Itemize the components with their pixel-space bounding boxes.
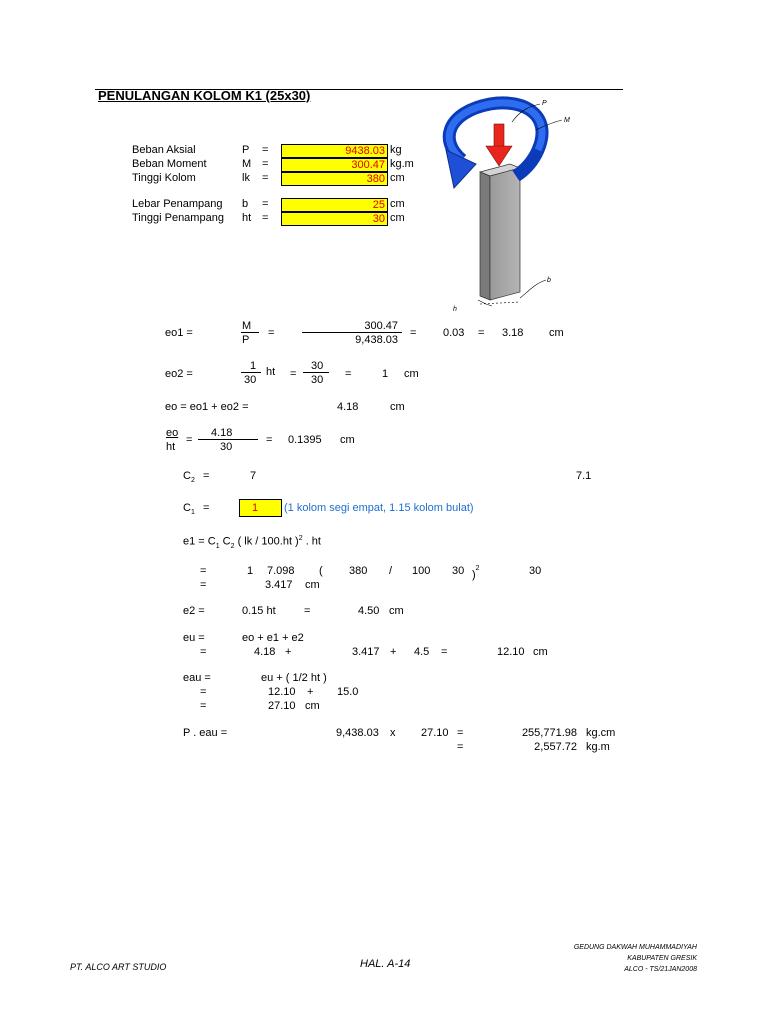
e1-hundred: 100 xyxy=(412,565,431,577)
eau-expr: eu + ( 1/2 ht ) xyxy=(261,672,327,684)
unit-ht: cm xyxy=(390,212,405,224)
page-title: PENULANGAN KOLOM K1 (25x30) xyxy=(98,88,311,103)
peau-lhs: P . eau = xyxy=(183,727,228,739)
eq-lk: = xyxy=(262,172,269,184)
sym-ht: ht xyxy=(242,212,252,224)
eau-v1: 12.10 xyxy=(268,686,296,698)
diagram-label-p: P xyxy=(542,100,547,107)
diagram-label-b: b xyxy=(547,277,551,284)
footer-project-1: GEDUNG DAKWAH MUHAMMADIYAH xyxy=(573,944,697,951)
c2-lhs: $C_2$ xyxy=(183,470,195,485)
eo-unit: cm xyxy=(390,401,405,413)
eo1-eq3: = xyxy=(478,327,485,339)
moment-arrow-icon xyxy=(446,103,542,188)
eau-plus: + xyxy=(307,686,314,698)
e1-ht: 30 xyxy=(452,565,465,577)
eau-eq2: = xyxy=(200,700,207,712)
peau-result-2: 2,557.72 xyxy=(534,741,577,753)
eu-v1: 4.18 xyxy=(254,646,276,658)
eu-eq2: = xyxy=(441,646,448,658)
c2-right: 7.1 xyxy=(576,470,592,482)
eo1-unit: cm xyxy=(549,327,564,339)
c1-eq: = xyxy=(203,502,210,514)
e1-paren-close: )$^2$ xyxy=(472,565,480,581)
e1-ht2: 30 xyxy=(529,565,542,577)
eo1-eq1: = xyxy=(268,327,275,339)
footer-project-2: KABUPATEN GRESIK xyxy=(627,955,697,962)
e1-eq1: = xyxy=(200,565,207,577)
footer-project-3: ALCO - TS/21JAN2008 xyxy=(624,966,697,973)
sym-m: M xyxy=(242,158,252,170)
eo1-num: M xyxy=(242,320,252,332)
eq-m: = xyxy=(262,158,269,170)
eoht-den: ht xyxy=(166,441,176,453)
e2-expr: 0.15 ht xyxy=(242,605,276,617)
column-shape xyxy=(480,164,520,300)
c2-value: 7 xyxy=(250,470,257,482)
e1-unit: cm xyxy=(305,579,320,591)
sym-lk: lk xyxy=(242,172,250,184)
input-tinggi-penampang[interactable]: 30 xyxy=(281,212,388,226)
eoht-eq1: = xyxy=(186,434,193,446)
eo1-fraction-line-2 xyxy=(302,332,402,333)
label-beban-moment: Beban Moment xyxy=(132,158,207,170)
eau-v2: 15.0 xyxy=(337,686,359,698)
axial-load-arrow-icon xyxy=(486,124,512,166)
eo1-num-val: 300.47 xyxy=(364,320,398,332)
eu-expr: eo + e1 + e2 xyxy=(242,632,304,644)
eo2-fraction-line-2 xyxy=(303,372,329,373)
input-beban-aksial[interactable]: 9438.03 xyxy=(281,144,388,158)
eo2-eq1: = xyxy=(290,368,297,380)
input-c1[interactable]: 1 xyxy=(239,499,282,517)
e1-formula: $e1 = C_1$ $C_2$ ( lk / 100.ht )$^2$ . ht xyxy=(183,535,321,550)
eoht-unit: cm xyxy=(340,434,355,446)
e1-eq2: = xyxy=(200,579,207,591)
eo1-den: P xyxy=(242,334,250,346)
label-tinggi-penampang: Tinggi Penampang xyxy=(132,212,224,224)
eo2-num2: 30 xyxy=(311,360,324,372)
peau-v2: 27.10 xyxy=(421,727,449,739)
unit-lk: cm xyxy=(390,172,405,184)
eu-v2: 3.417 xyxy=(352,646,380,658)
e1-slash: / xyxy=(389,565,393,577)
eo2-den2: 30 xyxy=(311,374,324,386)
eu-plus1: + xyxy=(285,646,292,658)
eoht-num: eo xyxy=(166,427,179,439)
peau-result-1: 255,771.98 xyxy=(521,727,577,739)
eu-result: 12.10 xyxy=(497,646,525,658)
eo2-ht: ht xyxy=(266,366,276,378)
e2-unit: cm xyxy=(389,605,404,617)
eau-result: 27.10 xyxy=(268,700,296,712)
c1-note: (1 kolom segi empat, 1.15 kolom bulat) xyxy=(284,502,474,514)
footer-page: HAL. A-14 xyxy=(360,958,411,970)
eo1-den-val: 9,438.03 xyxy=(355,334,398,346)
input-tinggi-kolom[interactable]: 380 xyxy=(281,172,388,186)
eo1-fraction-line xyxy=(241,332,259,333)
peau-v1: 9,438.03 xyxy=(336,727,379,739)
eu-unit: cm xyxy=(533,646,548,658)
eo2-eq2: = xyxy=(345,368,352,380)
eo-value: 4.18 xyxy=(337,401,359,413)
e1-c2: 7.098 xyxy=(267,565,295,577)
eo2-result: 1 xyxy=(382,368,389,380)
eo2-unit: cm xyxy=(404,368,419,380)
peau-unit-1: kg.cm xyxy=(586,727,616,739)
eo2-fraction-line xyxy=(241,372,261,373)
e1-paren-open: ( xyxy=(319,565,323,577)
peau-eq2: = xyxy=(457,741,464,753)
eoht-result: 0.1395 xyxy=(288,434,322,446)
e1-result: 3.417 xyxy=(265,579,293,591)
eu-lhs: eu = xyxy=(183,632,205,644)
c2-eq: = xyxy=(203,470,210,482)
footer-company: PT. ALCO ART STUDIO xyxy=(70,962,167,972)
diagram-label-h: h xyxy=(453,306,457,313)
eo2-num: 1 xyxy=(250,360,257,372)
eo-expr: eo = eo1 + eo2 = xyxy=(165,401,249,413)
input-beban-moment[interactable]: 300.47 xyxy=(281,158,388,172)
input-lebar-penampang[interactable]: 25 xyxy=(281,198,388,212)
eo1-result-2: 3.18 xyxy=(502,327,524,339)
eq-ht: = xyxy=(262,212,269,224)
eq-b: = xyxy=(262,198,269,210)
sym-b: b xyxy=(242,198,249,210)
label-tinggi-kolom: Tinggi Kolom xyxy=(132,172,196,184)
peau-unit-2: kg.m xyxy=(586,741,610,753)
eo2-den: 30 xyxy=(244,374,257,386)
unit-m: kg.m xyxy=(390,158,414,170)
eoht-eq2: = xyxy=(266,434,273,446)
eu-plus2: + xyxy=(390,646,397,658)
eo2-lhs: eo2 = xyxy=(165,368,193,380)
eau-unit: cm xyxy=(305,700,320,712)
unit-b: cm xyxy=(390,198,405,210)
diagram-label-m: M xyxy=(564,117,570,124)
label-beban-aksial: Beban Aksial xyxy=(132,144,196,156)
eo1-eq2: = xyxy=(410,327,417,339)
peau-x: x xyxy=(390,727,396,739)
eu-eq1: = xyxy=(200,646,207,658)
label-lebar-penampang: Lebar Penampang xyxy=(132,198,223,210)
peau-eq1: = xyxy=(457,727,464,739)
e1-lk: 380 xyxy=(349,565,368,577)
eau-lhs: eau = xyxy=(183,672,211,684)
sym-p: P xyxy=(242,144,250,156)
c1-lhs: $C_1$ xyxy=(183,502,195,517)
eu-v3: 4.5 xyxy=(414,646,430,658)
e1-c1: 1 xyxy=(247,565,254,577)
unit-p: kg xyxy=(390,144,402,156)
e2-value: 4.50 xyxy=(358,605,380,617)
eq-p: = xyxy=(262,144,269,156)
eoht-den-val: 30 xyxy=(220,441,233,453)
eau-eq1: = xyxy=(200,686,207,698)
eoht-fraction-line xyxy=(198,439,258,440)
e2-eq: = xyxy=(304,605,311,617)
eo1-result-1: 0.03 xyxy=(443,327,465,339)
e2-lhs: e2 = xyxy=(183,605,205,617)
eoht-num-val: 4.18 xyxy=(211,427,233,439)
eo1-lhs: eo1 = xyxy=(165,327,193,339)
